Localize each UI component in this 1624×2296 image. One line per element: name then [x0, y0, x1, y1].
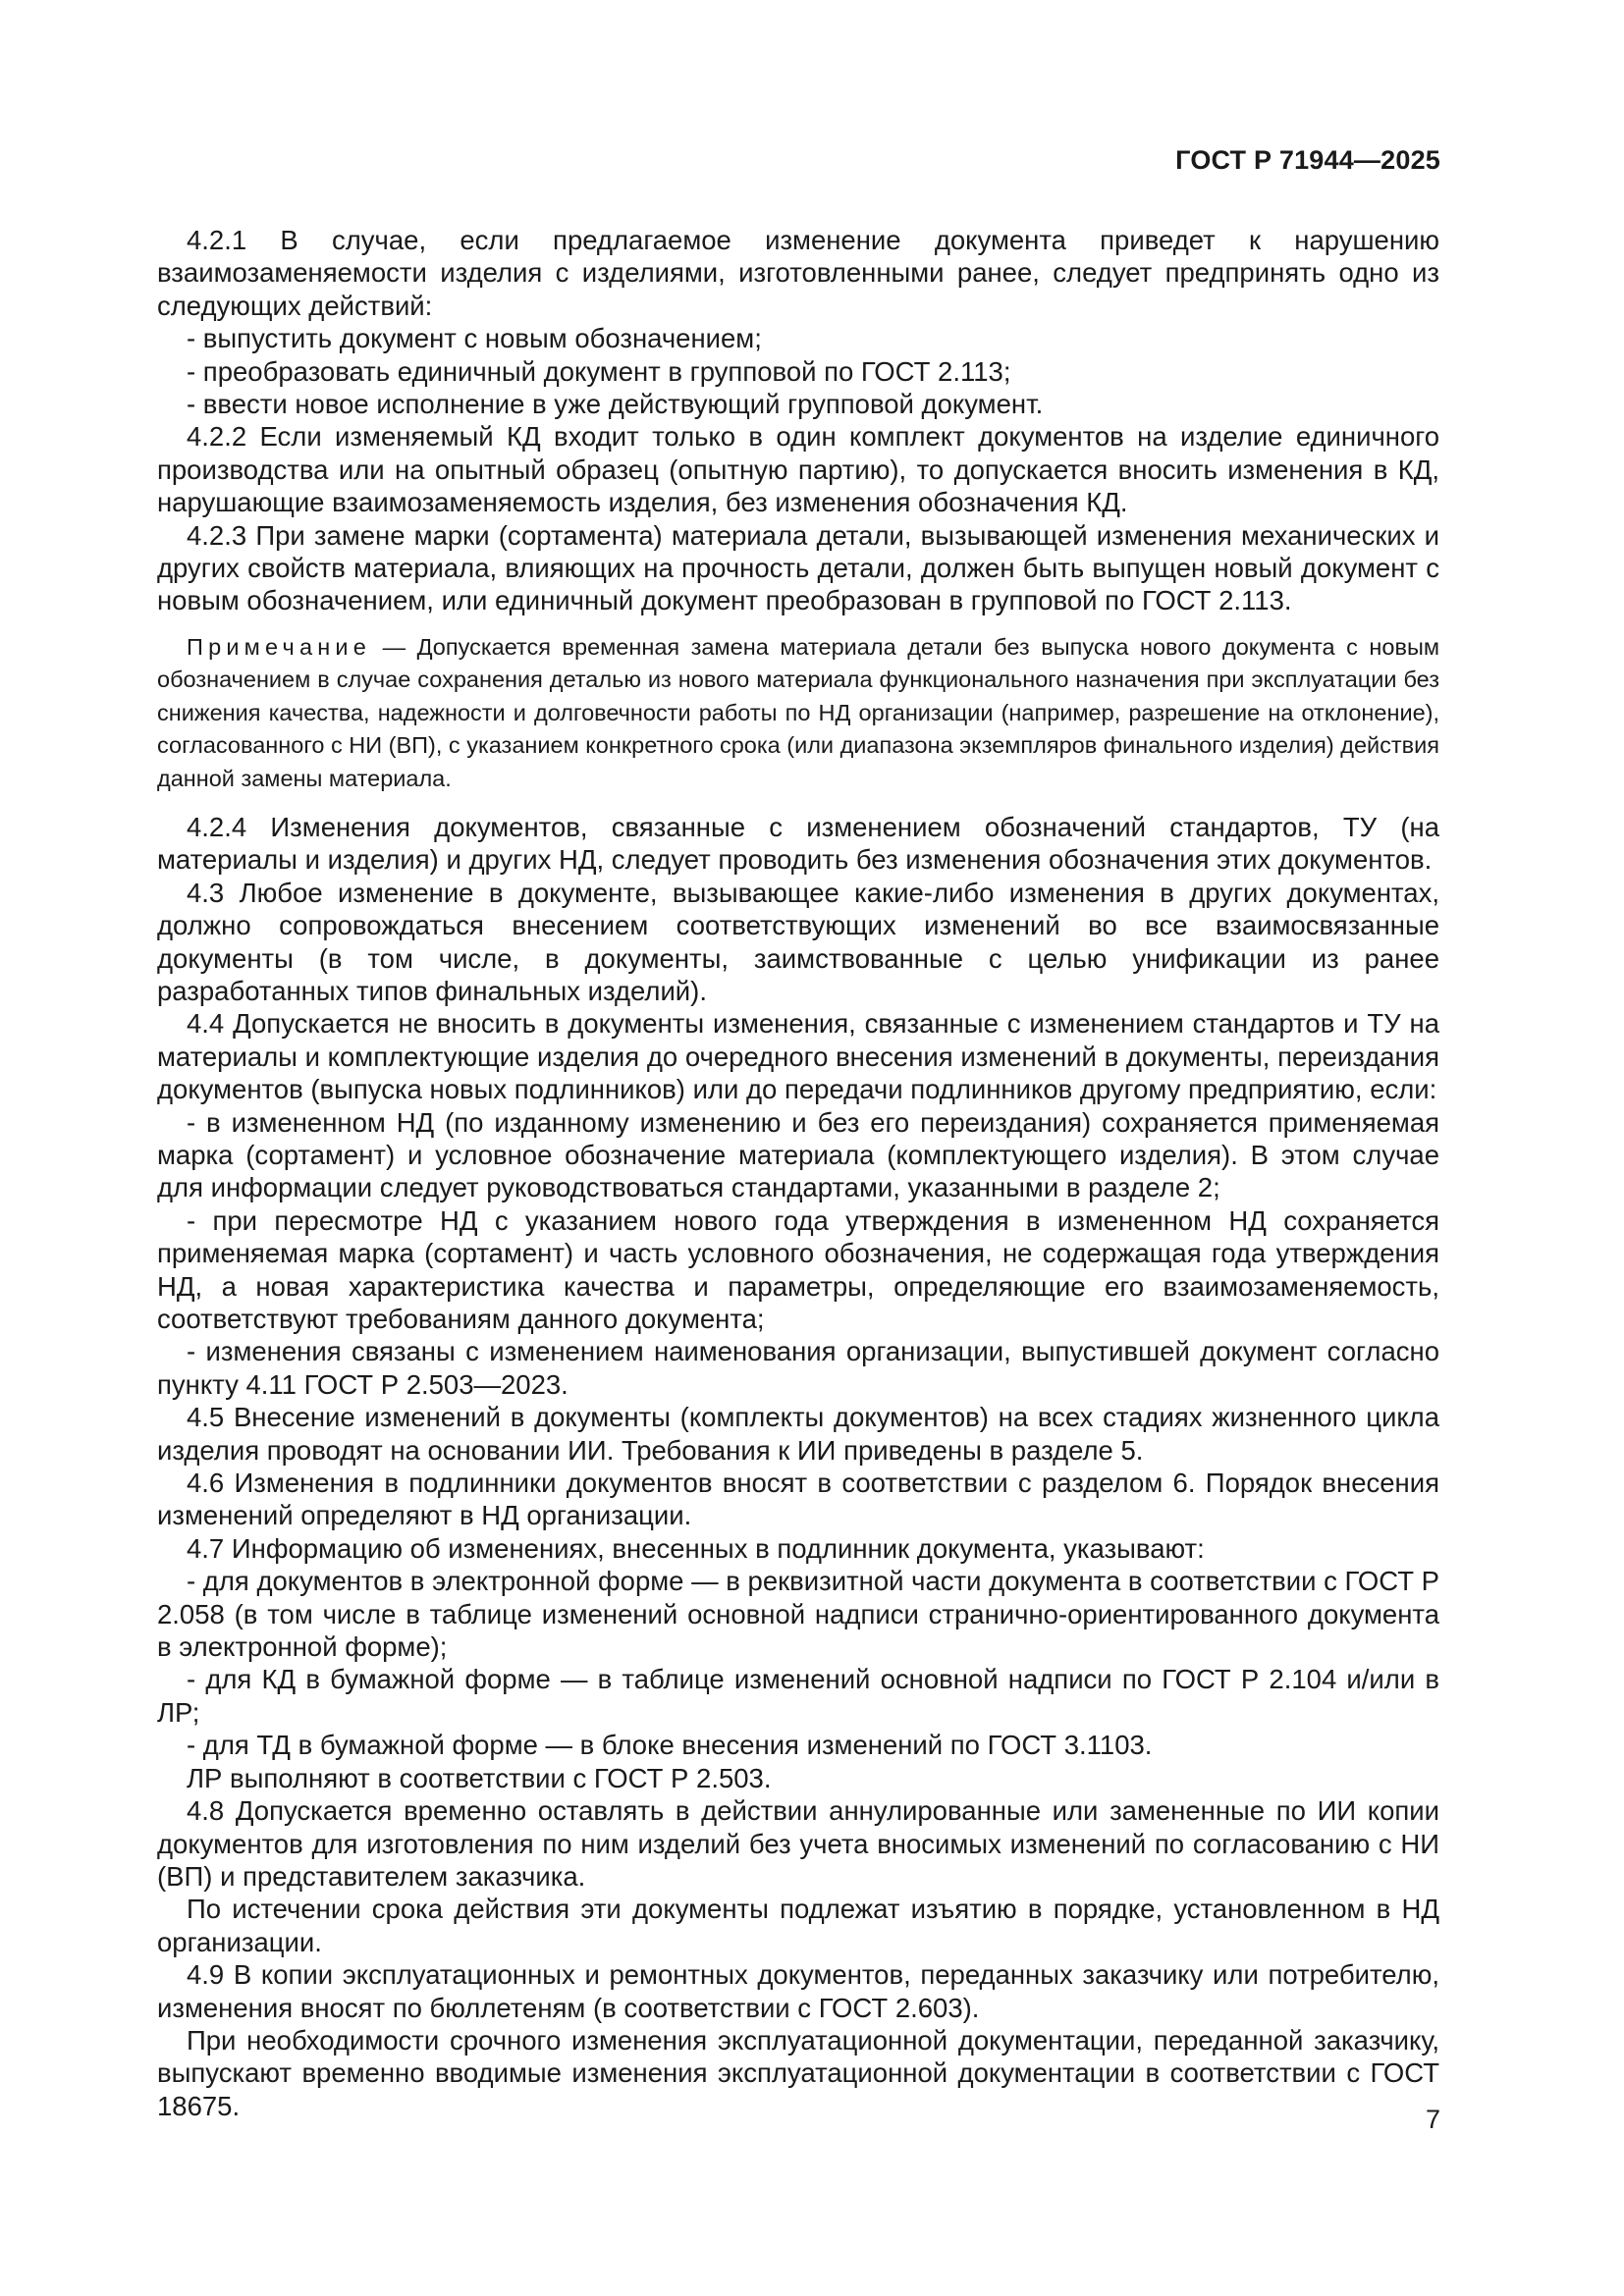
document-body: [157, 224, 1439, 2122]
clause-4-4: 4.4 Допускается не вносить в документы изменения, связанные с изменением стандартов и ТУ на материалы и комплектующие изделия до очередного внесения изменений в документы, переиздания документов (выпуска новых подлинников) или до передачи подлинников другому предприятию, если:: [157, 1008, 1439, 1105]
clause-4-2-2: 4.2.2 Если изменяемый КД входит только в один комплект документов на изделие единичного производства или на опытный образец (опытную партию), то допускается вносить изменения в КД, нарушающие взаимозаменяемость изделия, без изменения обозначения КД.: [157, 421, 1439, 518]
list-item: - при пересмотре НД с указанием нового года утверждения в измененном НД сохраняется применяемая марка (сортамент) и часть условного обозначения, не содержащая года утверждения НД, а новая характеристика качества и параметры, определяющие его взаимозаменяемость, соответствуют требованиям данного документа;: [157, 1204, 1439, 1334]
clause-4-2-3: 4.2.3 При замене марки (сортамента) материала детали, вызывающей изменения механических и других свойств материала, влияющих на прочность детали, должен быть выпущен новый документ с новым обозначением, или единичный документ преобразован в групповой по ГОСТ 2.113.: [157, 519, 1439, 616]
list-item: - для КД в бумажной форме — в таблице изменений основной надписи по ГОСТ Р 2.104 и/или в ЛР;: [157, 1664, 1439, 1728]
list-item: - в измененном НД (по изданному изменению и без его переиздания) сохраняется применяемая марка (сортамент) и условное обозначение материала (комплектующего изделия). В этом случае для информации следует руководствоваться стандартами, указанными в разделе 2;: [157, 1106, 1439, 1203]
clause-4-5: 4.5 Внесение изменений в документы (комплекты документов) на всех стадиях жизненного цикла изделия проводят на основании ИИ. Требования к ИИ приведены в разделе 5.: [157, 1402, 1439, 1466]
clause-4-3: 4.3 Любое изменение в документе, вызывающее какие-либо изменения в других документах, должно сопровождаться внесением соответствующих изменений во все взаимосвязанные документы (в том числе, в документы, заимствованные с целью унификации из ранее разработанных типов финальных изделий).: [157, 877, 1439, 1006]
clause-4-8: 4.8 Допускается временно оставлять в действии аннулированные или замененные по ИИ копии документов для изготовления по ним изделий без учета вносимых изменений по согласованию с НИ (ВП) и представителем заказчика.: [157, 1795, 1439, 1892]
clause-4-9: 4.9 В копии эксплуатационных и ремонтных документов, переданных заказчику или потребителю, изменения вносят по бюллетеням (в соответствии с ГОСТ 2.603).: [157, 1959, 1439, 2023]
note-text: — Допускается временная замена материала детали без выпуска нового документа с новым обозначением в случае сохранения деталью из нового материала функционального назначения при эксплуатации без снижения качества, надежности и долговечности работы по НД организации (например, разрешение на отклонение), согласованного с НИ (ВП), с указанием конкретного срока (или диапазона экземпляров финального изделия) действия данной замены материала.: [157, 633, 1439, 791]
list-item: - для документов в электронной форме — в реквизитной части документа в соответствии с ГОСТ Р 2.058 (в том числе в таблице изменений основной надписи странично-ориентированного документа в электронной форме);: [157, 1566, 1439, 1663]
page-number: 7: [1425, 2105, 1440, 2134]
clause-4-9-continuation: При необходимости срочного изменения эксплуатационной документации, переданной заказчику, выпускают временно вводимые изменения эксплуатационной документации в соответствии с ГОСТ 18675.: [157, 2024, 1439, 2121]
list-item: - для ТД в бумажной форме — в блоке внесения изменений по ГОСТ 3.1103.: [187, 1730, 1153, 1761]
list-item: - выпустить документ с новым обозначением;: [187, 323, 762, 354]
clause-4-7: 4.7 Информацию об изменениях, внесенных в подлинник документа, указывают:: [187, 1532, 1205, 1564]
list-item: - ввести новое исполнение в уже действующий групповой документ.: [187, 389, 1044, 420]
clause-4-6: 4.6 Изменения в подлинники документов вносят в соответствии с разделом 6. Порядок внесения изменений определяют в НД организации.: [157, 1468, 1439, 1531]
list-item: - изменения связаны с изменением наименования организации, выпустившей документ согласно пункту 4.11 ГОСТ Р 2.503—2023.: [157, 1336, 1439, 1400]
note-label: Примечание: [187, 633, 372, 660]
note-paragraph: [157, 631, 1439, 795]
lr-statement: ЛР выполняют в соответствии с ГОСТ Р 2.503.: [187, 1762, 772, 1793]
clause-4-2-1: 4.2.1 В случае, если предлагаемое изменение документа приведет к нарушению взаимозаменяемости изделия с изделиями, изготовленными ранее, следует предпринять одно из следующих действий:: [157, 225, 1439, 321]
document-number-header: ГОСТ Р 71944—2025: [1175, 145, 1440, 175]
clause-4-2-4: 4.2.4 Изменения документов, связанные с изменением обозначений стандартов, ТУ (на материалы и изделия) и других НД, следует проводить без изменения обозначения этих документов.: [157, 811, 1439, 876]
list-item: - преобразовать единичный документ в групповой по ГОСТ 2.113;: [187, 355, 1011, 387]
clause-4-8-continuation: По истечении срока действия эти документы подлежат изъятию в порядке, установленном в НД организации.: [157, 1894, 1439, 1957]
